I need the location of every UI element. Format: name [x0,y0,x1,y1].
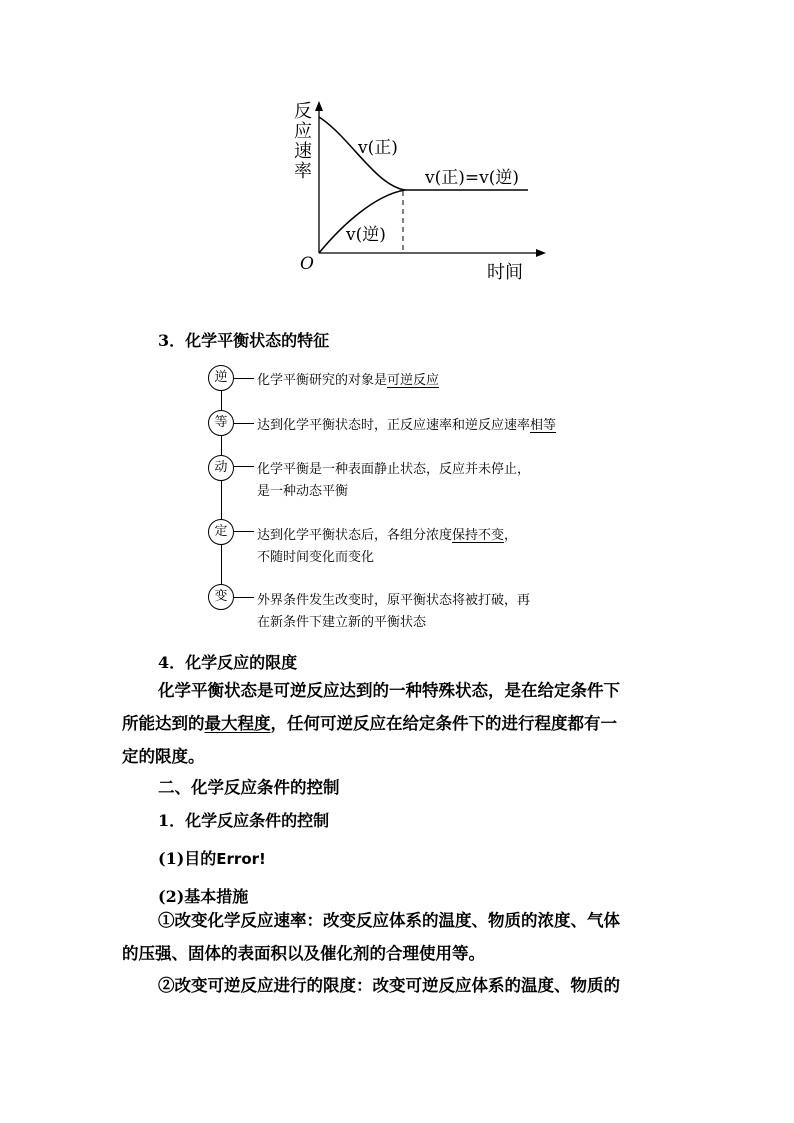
feature-dash [234,378,254,379]
rate-time-graph [280,95,550,290]
measure1-line2: 的压强、固体的表面积以及催化剂的合理使用等。 [122,944,485,963]
error-field: Error! [216,850,266,868]
feature-dash [234,597,254,598]
part2-sub1-heading: 1．化学反应条件的控制 [158,811,330,830]
feature-keyword: 相等 [530,418,557,433]
feature-text-fixed-2: 不随时间变化而变化 [257,550,375,565]
feature-dash [234,423,254,424]
feature-text-reversible: 化学平衡研究的对象是可逆反应 [257,373,440,388]
feature-circle-fixed: 定 [208,519,234,545]
section4-paragraph-line1: 化学平衡状态是可逆反应达到的一种特殊状态，是在给定条件下 [158,681,620,700]
feature-text-dynamic-1: 化学平衡是一种表面静止状态，反应并未停止， [257,462,531,477]
feature-text-change-2: 在新条件下建立新的平衡状态 [257,615,427,630]
equilibrium-label: v(正)=v(逆) [425,168,519,188]
feature-circle-reversible: 逆 [208,365,234,391]
measure1-line1: ①改变化学反应速率：改变反应体系的温度、物质的浓度、气体 [158,911,620,930]
origin-label: O [300,254,314,274]
y-axis-arrow [315,101,323,111]
feature-circle-change: 变 [208,584,234,610]
feature-dash [234,531,254,532]
reverse-rate-label: v(逆) [346,225,386,245]
y-axis-label-char: 反 [294,101,312,122]
y-axis-label-char: 应 [294,121,312,142]
part2-heading: 二、化学反应条件的控制 [158,778,340,797]
feature-circle-equal: 等 [208,410,234,436]
x-axis-label: 时间 [487,262,523,283]
purpose-line: (1)目的Error! [158,849,266,868]
feature-text-fixed-1: 达到化学平衡状态后，各组分浓度保持不变， [257,528,518,543]
y-axis-label-char: 率 [294,161,312,182]
key-term-max-extent: 最大程度 [204,714,271,733]
feature-keyword: 保持不变 [452,528,505,543]
feature-circle-dynamic: 动 [208,455,234,481]
section4-paragraph-line2: 所能达到的最大程度，任何可逆反应在给定条件下的进行程度都有一 [122,714,617,733]
feature-keyword: 可逆反应 [387,373,440,388]
rate-time-graph-svg [280,95,550,290]
feature-text-equal: 达到化学平衡状态时，正反应速率和逆反应速率相等 [257,418,557,433]
section3-heading: 3．化学平衡状态的特征 [158,331,330,350]
feature-dash [234,466,254,467]
feature-text-dynamic-2: 是一种动态平衡 [257,484,349,499]
section4-paragraph-line3: 定的限度。 [122,747,205,766]
forward-rate-label: v(正) [358,138,398,158]
measures-heading: (2)基本措施 [158,887,249,906]
feature-text-change-1: 外界条件发生改变时，原平衡状态将被打破，再 [257,593,531,608]
y-axis-label-char: 速 [294,141,312,162]
measure2-line1: ②改变可逆反应进行的限度：改变可逆反应体系的温度、物质的 [158,976,620,995]
x-axis-arrow [536,249,546,257]
section4-heading: 4．化学反应的限度 [158,653,298,672]
